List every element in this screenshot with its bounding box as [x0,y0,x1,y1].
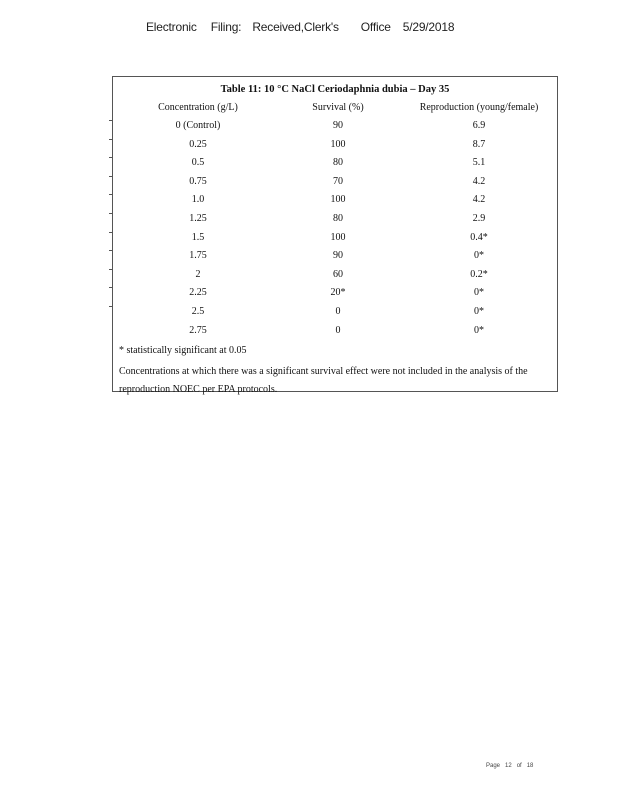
cell-reproduction: 0* [474,287,484,299]
page-number [486,763,538,769]
column-header-reproduction: Reproduction (young/female) [419,102,539,113]
scan-tick-mark [109,176,113,177]
filing-word-received: Received,Clerk's [252,20,339,34]
scan-tick-mark [109,269,113,270]
cell-reproduction: 0* [474,305,484,317]
filing-word-electronic: Electronic [146,20,197,34]
scan-tick-mark [109,287,113,288]
cell-concentration: 2.25 [189,287,207,299]
table-row [113,287,557,306]
cell-concentration: 2.75 [189,324,207,336]
page-total: 18 [526,763,534,769]
cell-concentration: 2 [195,268,201,280]
scan-tick-mark [109,194,113,195]
footnote-protocol: Concentrations at which there was a significant survival effect were not included in the analysis of the reproduction NOEC per EPA protocols. [119,366,528,395]
cell-concentration: 0.25 [189,138,207,150]
cell-concentration: 1.75 [189,250,207,262]
cell-reproduction: 5.1 [472,157,486,169]
scan-tick-mark [109,213,113,214]
filing-word-office: Office [360,20,391,34]
table-row [113,306,557,325]
cell-concentration: 1.25 [189,212,207,224]
cell-concentration: 0.5 [191,157,205,169]
scan-tick-mark [109,120,113,121]
cell-concentration: 1.0 [191,194,205,206]
filing-word-filing: Filing: [210,20,242,34]
cell-reproduction: 0* [474,324,484,336]
table-row [113,232,557,251]
cell-reproduction: 0.2* [470,268,488,280]
cell-survival: 90 [333,120,343,131]
table-row [113,176,557,195]
cell-survival: 100 [330,231,346,243]
scan-tick-mark [109,250,113,251]
cell-reproduction: 6.9 [472,120,486,131]
cell-survival: 60 [333,268,343,280]
table-row [113,157,557,176]
scan-tick-mark [109,306,113,307]
table-title: Table 11: 10 °C NaCl Ceriodaphnia dubia – Day 35 [220,84,450,95]
table-row [113,213,557,232]
cell-survival: 80 [333,212,343,224]
table-row [113,250,557,269]
cell-concentration: 2.5 [191,305,205,317]
filing-stamp-header [146,20,454,34]
cell-survival: 0 [335,305,341,317]
table-row [113,194,557,213]
table-row [113,269,557,288]
cell-reproduction: 2.9 [472,212,486,224]
cell-concentration: 1.5 [191,231,205,243]
cell-survival: 0 [335,324,341,336]
data-table [112,76,558,395]
cell-reproduction: 4.2 [472,194,486,206]
table-body [113,120,557,343]
table-row [113,120,557,139]
cell-survival: 100 [330,138,346,150]
column-header-concentration: Concentration (g/L) [158,102,238,113]
scan-tick-mark [109,139,113,140]
cell-survival: 70 [333,175,343,187]
scan-tick-mark [109,157,113,158]
cell-reproduction: 8.7 [472,138,486,150]
table-row [113,139,557,158]
filing-date: 5/29/2018 [402,20,455,34]
cell-survival: 90 [333,250,343,262]
page-label: Page [486,763,501,769]
page-current: 12 [505,763,512,769]
cell-reproduction: 0* [474,250,484,262]
cell-survival: 20* [330,287,346,299]
cell-survival: 100 [330,194,346,206]
cell-reproduction: 4.2 [472,175,486,187]
page-of: of [516,763,522,769]
scan-tick-mark [109,232,113,233]
cell-survival: 80 [333,157,343,169]
footnote-significance: * statistically significant at 0.05 [119,345,247,356]
cell-concentration: 0 (Control) [175,120,221,131]
column-header-survival: Survival (%) [312,102,364,113]
table-row [113,325,557,344]
cell-reproduction: 0.4* [470,231,488,243]
cell-concentration: 0.75 [189,175,207,187]
